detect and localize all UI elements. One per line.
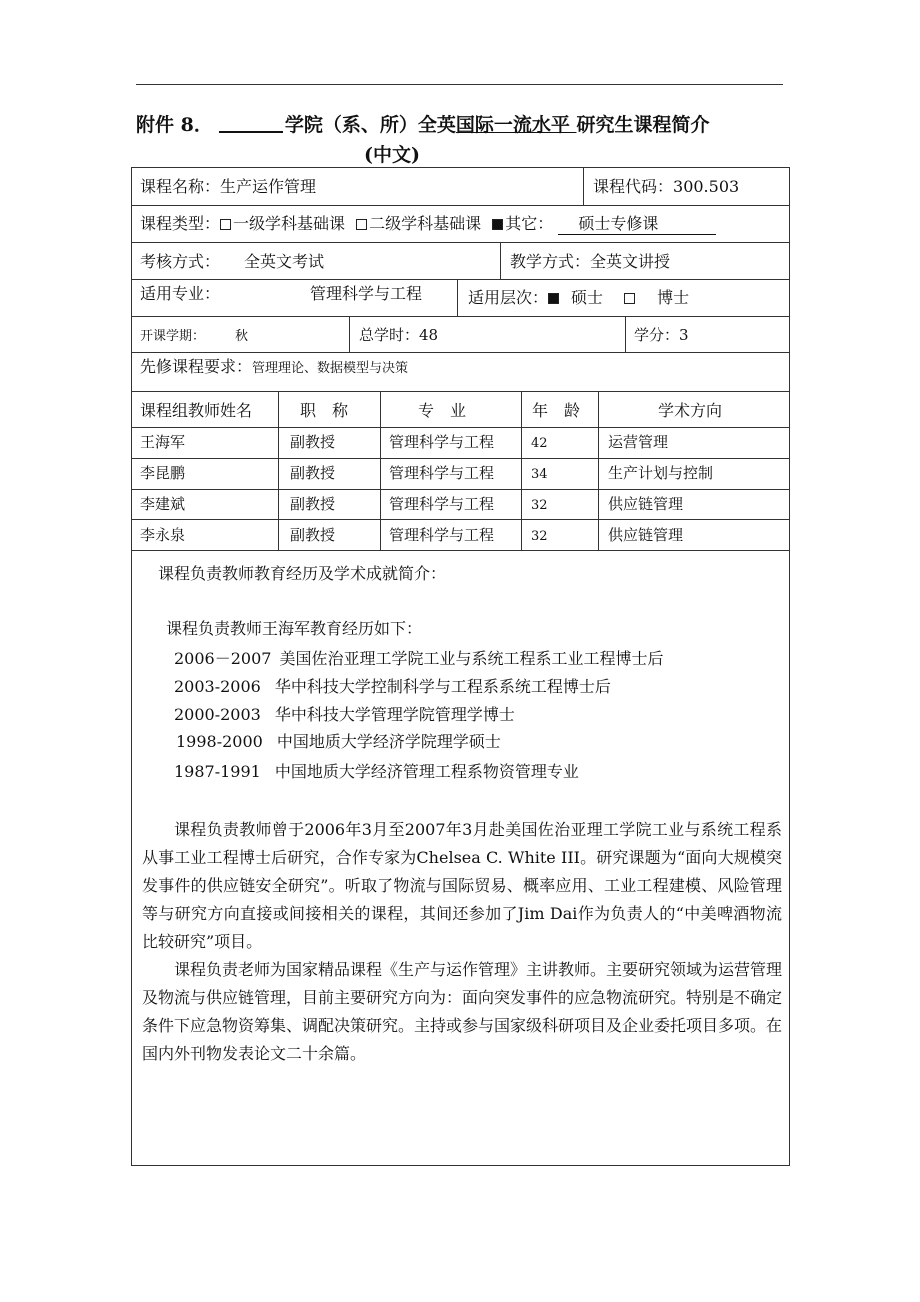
page-title [136,110,796,140]
course-type-label: 课程类型： [140,214,221,233]
title-prefix: 附件 8． [136,114,213,136]
course-code [593,177,739,197]
education-years: 1998-2000 [176,732,263,751]
education-years: 2003-2006 [174,677,261,696]
col-divider [625,316,626,352]
page-subtitle: (中文) [364,144,420,166]
applicable-major [140,284,422,304]
teacher-title: 副教授 [290,526,336,544]
major-label: 适用专业： [140,284,221,303]
teacher-name: 李建斌 [140,495,186,513]
teacher-major: 管理科学与工程 [389,464,495,482]
row-divider [131,205,790,206]
education-desc: 华中科技大学控制科学与工程系系统工程博士后 [274,677,611,696]
type-option-first-level: 一级学科基础课 [233,214,346,233]
course-code-label: 课程代码： [593,177,674,196]
col-divider [598,391,599,550]
col-divider [457,279,458,316]
teacher-age: 32 [531,529,548,544]
checkbox-other[interactable] [492,219,503,230]
teacher-research: 运营管理 [608,433,669,451]
row-divider [131,519,790,520]
teacher-name: 李昆鹏 [140,464,186,482]
teacher-name: 李永泉 [140,526,186,544]
teacher-age: 32 [531,498,548,513]
checkbox-master[interactable] [548,293,559,304]
header-research: 学术方向 [658,401,723,420]
prereq-value: 管理理论、数据模型与决策 [252,361,409,376]
header-age: 年 龄 [532,401,581,420]
bio-paragraph-teaching: 课程负责老师为国家精品课程《生产与运作管理》主讲教师。主要研究领域为运营管理及物流与供应链管理，目前主要研究方向为：面向突发事件的应急物流研究。特别是不确定条件下应急物资筹集、调配决策研究。主持或参与国家级科研项目及企业委托项目多项。在国内外刊物发表论文二十余篇。 [142,960,783,1063]
type-other-value: 硕士专修课 [558,214,716,235]
hours-value: 48 [419,326,439,344]
col-divider [583,167,584,205]
row-divider [131,458,790,459]
level-label: 适用层次： [468,288,549,307]
row-divider [131,550,790,551]
education-years: 2000-2003 [174,705,261,724]
credit-value: 3 [679,326,689,344]
major-value: 管理科学与工程 [310,284,423,303]
type-option-other: 其它： [505,214,554,233]
row-divider [131,427,790,428]
total-hours [359,325,438,345]
education-years: 2006－2007 [174,649,272,668]
term [140,325,248,347]
teacher-research: 供应链管理 [608,526,684,544]
header-major: 专 业 [418,401,467,420]
education-years: 1987-1991 [174,762,261,781]
teacher-age: 42 [531,436,548,451]
col-divider [380,391,381,550]
row-divider [131,279,790,280]
education-item [174,705,515,725]
teacher-major: 管理科学与工程 [389,495,495,513]
top-rule [136,84,783,85]
col-divider [349,316,350,352]
course-name-value: 生产运作管理 [220,177,317,196]
education-desc: 中国地质大学经济学院理学硕士 [276,732,501,751]
term-label: 开课学期： [140,329,206,344]
teacher-research: 生产计划与控制 [608,464,714,482]
exam-value: 全英文考试 [244,252,325,271]
course-type [140,214,716,235]
education-item [174,677,611,697]
title-underlined: 国际一流水平 [455,114,577,136]
col-divider [521,391,522,550]
prerequisites [140,357,408,379]
checkbox-first-level[interactable] [220,219,231,230]
type-option-second-level: 二级学科基础课 [369,214,482,233]
education-item [176,732,501,752]
education-desc: 美国佐治亚理工学院工业与系统工程系工业工程博士后 [279,649,664,668]
term-value: 秋 [235,329,249,344]
teaching-method [510,252,670,272]
course-name [140,177,316,197]
teach-label: 教学方式： [510,252,591,271]
checkbox-second-level[interactable] [356,219,367,230]
row-divider [131,391,790,392]
col-divider [278,391,279,550]
teacher-title: 副教授 [290,433,336,451]
row-divider [131,352,790,353]
exam-label: 考核方式： [140,252,221,271]
header-teacher-name: 课程组教师姓名 [140,401,253,420]
exam-method [140,252,324,272]
hours-label: 总学时： [359,326,420,344]
row-divider [131,316,790,317]
course-name-label: 课程名称： [140,177,221,196]
title-suffix: 研究生课程简介 [576,114,710,136]
checkbox-phd[interactable] [624,293,635,304]
education-desc: 中国地质大学经济管理工程系物资管理专业 [274,762,579,781]
education-item [174,649,663,669]
bio-section-title: 课程负责教师教育经历及学术成就简介： [158,564,447,583]
row-divider [131,242,790,243]
education-intro: 课程负责教师王海军教育经历如下： [166,619,423,638]
bio-paragraph-research: 课程负责教师曾于2006年3月至2007年3月赴美国佐治亚理工学院工业与系统工程系从事工业工程博士后研究，合作专家为Chelsea C. White III。研究课题为“面向大规模突发事件的供应链安全研究”。听取了物流与国际贸易、概率应用、工业工程建模、风险管理等与研究方向直接或间接相关的课程，其间还参加了Jim Dai作为负责人的“中美啤酒物流比较研究”项目。 [142,820,782,951]
title-blank [219,111,283,133]
teacher-major: 管理科学与工程 [389,433,495,451]
teacher-title: 副教授 [290,464,336,482]
applicable-level [468,288,689,308]
teacher-major: 管理科学与工程 [389,526,495,544]
col-divider [500,242,501,279]
teacher-name: 王海军 [140,433,186,451]
title-main: 学院（系、所）全英 [284,114,456,136]
education-item [174,762,579,782]
level-master: 硕士 [571,288,604,307]
credits [634,325,689,345]
education-desc: 华中科技大学管理学院管理学博士 [274,705,515,724]
teacher-title: 副教授 [290,495,336,513]
prereq-label: 先修课程要求： [140,357,253,376]
row-divider [131,489,790,490]
credit-label: 学分： [634,326,680,344]
teach-value: 全英文讲授 [590,252,671,271]
teacher-age: 34 [531,467,548,482]
header-title: 职 称 [300,401,349,420]
course-code-value: 300.503 [673,177,740,196]
teacher-research: 供应链管理 [608,495,684,513]
level-phd: 博士 [657,288,690,307]
